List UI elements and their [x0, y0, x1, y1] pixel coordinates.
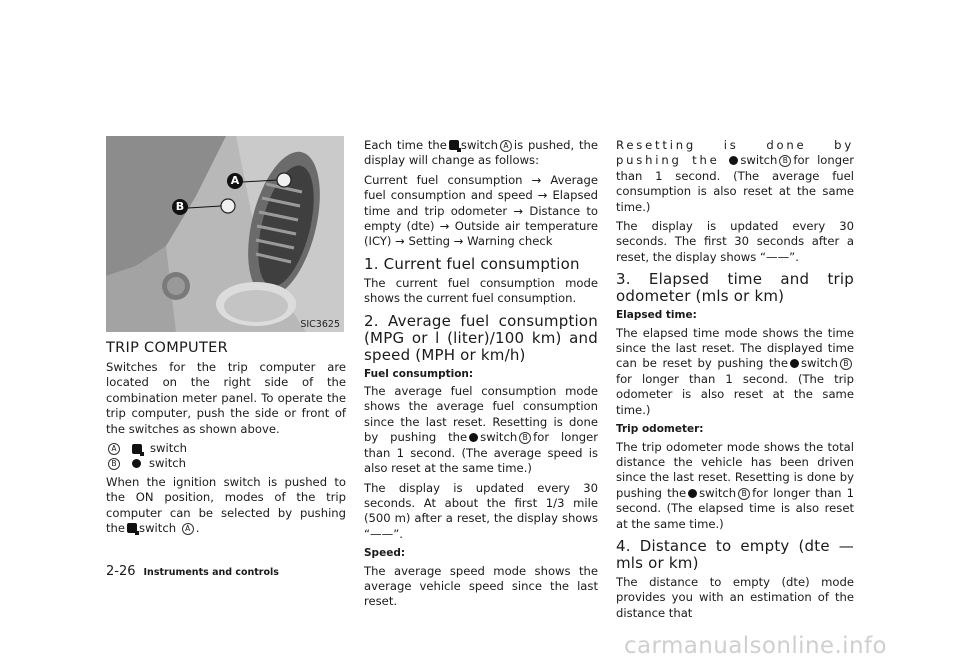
reset-switch-icon	[688, 489, 697, 498]
ref-b: B	[779, 155, 791, 167]
section-title: TRIP COMPUTER	[106, 340, 228, 356]
ref-a: A	[182, 523, 194, 535]
distance-to-empty-paragraph: The distance to empty (dte) mode provides you with an estimation of the distance that	[616, 574, 854, 620]
mode-sequence: Current fuel consumption → Average fuel consumption and speed → Elapsed time and trip odometer → Distance to empty (dte) → Outside air temperature (ICY) → Setting → Warning check	[364, 172, 598, 249]
reset-switch-icon	[790, 359, 799, 368]
each-time-paragraph: Each time the switch A is pushed, the display will change as follows:	[364, 138, 599, 168]
speed-paragraph: The average speed mode shows the average vehicle speed since the last reset.	[364, 563, 598, 609]
page-footer	[106, 564, 279, 579]
elapsed-time-paragraph: The elapsed time mode shows the time since the last reset. The displayed time can be reset by pushing the switch Bfor longer than 1 second. (The trip odometer is also reset at the same time.)	[616, 325, 854, 417]
ignition-paragraph: When the ignition switch is pushed to the ON position, modes of the trip computer can be selected by pushing the switch A .	[106, 475, 346, 536]
switch-a-row	[106, 441, 346, 456]
current-fuel-paragraph: The current fuel consumption mode shows the current fuel consumption.	[364, 275, 598, 306]
column-2	[364, 138, 598, 614]
column-3	[616, 138, 854, 625]
intro-paragraph: Switches for the trip computer are located on the right side of the combination meter panel. To operate the trip computer, push the side or front of the switches as shown above.	[106, 360, 346, 436]
dashboard-vent-illustration	[106, 136, 344, 332]
reset-switch-icon	[469, 433, 478, 442]
section-name: Instruments and controls	[143, 567, 279, 578]
subheading-speed: Speed:	[364, 547, 406, 560]
watermark: carmanualsonline.info	[624, 633, 887, 659]
ref-b: B	[108, 458, 120, 470]
reset-switch-icon	[729, 156, 738, 165]
average-fuel-paragraph: The average fuel consumption mode shows the average fuel consumption since the last reset. Resetting is done by pushing the switch B for longer than 1 second. (The average speed is also reset at the same time.)	[364, 384, 598, 476]
page-number: 2-26	[106, 564, 136, 579]
heading-average-fuel: 2. Average fuel consumption (MPG or l (liter)/100 km) and speed (MPH or km/h)	[364, 311, 598, 364]
column-1	[106, 360, 346, 541]
resetting-paragraph: Resetting is done by pushing the switch B for longer than 1 second. (The average fuel consumption is also reset at the same time.)	[616, 138, 854, 214]
reset-switch-icon	[132, 459, 141, 468]
subheading-fuel-consumption: Fuel consumption:	[364, 367, 474, 380]
figure-id: SIC3625	[300, 319, 340, 330]
display-switch-icon	[132, 444, 142, 454]
ref-b: B	[519, 432, 531, 444]
ref-b: B	[840, 358, 852, 370]
heading-elapsed-time: 3. Elapsed time and trip odometer (mls or km)	[616, 270, 854, 306]
update-paragraph: The display is updated every 30 seconds. At about the first 1/3 mile (500 m) after a reset, the display shows “——”.	[364, 480, 598, 541]
switch-b-label: switch	[149, 455, 187, 470]
subheading-elapsed-time: Elapsed time:	[616, 309, 697, 322]
subheading-trip-odometer: Trip odometer:	[616, 423, 704, 436]
switch-a-label: switch	[150, 440, 188, 455]
ref-b: B	[738, 488, 750, 500]
display-switch-icon	[449, 140, 459, 150]
ref-a: A	[500, 140, 512, 152]
trip-odometer-paragraph: The trip odometer mode shows the total distance the vehicle has been driven since the last reset. Resetting is done by pushing the switch B for longer than 1 second. (The elapsed time is also reset at the same time.)	[616, 439, 854, 531]
display-update-paragraph: The display is updated every 30 seconds. The first 30 seconds after a reset, the display shows “——”.	[616, 219, 854, 264]
callout-b: B	[172, 199, 188, 215]
switch-b-row	[106, 456, 346, 471]
trip-computer-figure	[106, 136, 344, 332]
heading-distance-to-empty: 4. Distance to empty (dte — mls or km)	[616, 536, 854, 572]
ref-a: A	[108, 443, 120, 455]
heading-current-fuel: 1. Current fuel consumption	[364, 254, 580, 273]
callout-a: A	[227, 173, 243, 189]
display-switch-icon	[127, 523, 137, 533]
